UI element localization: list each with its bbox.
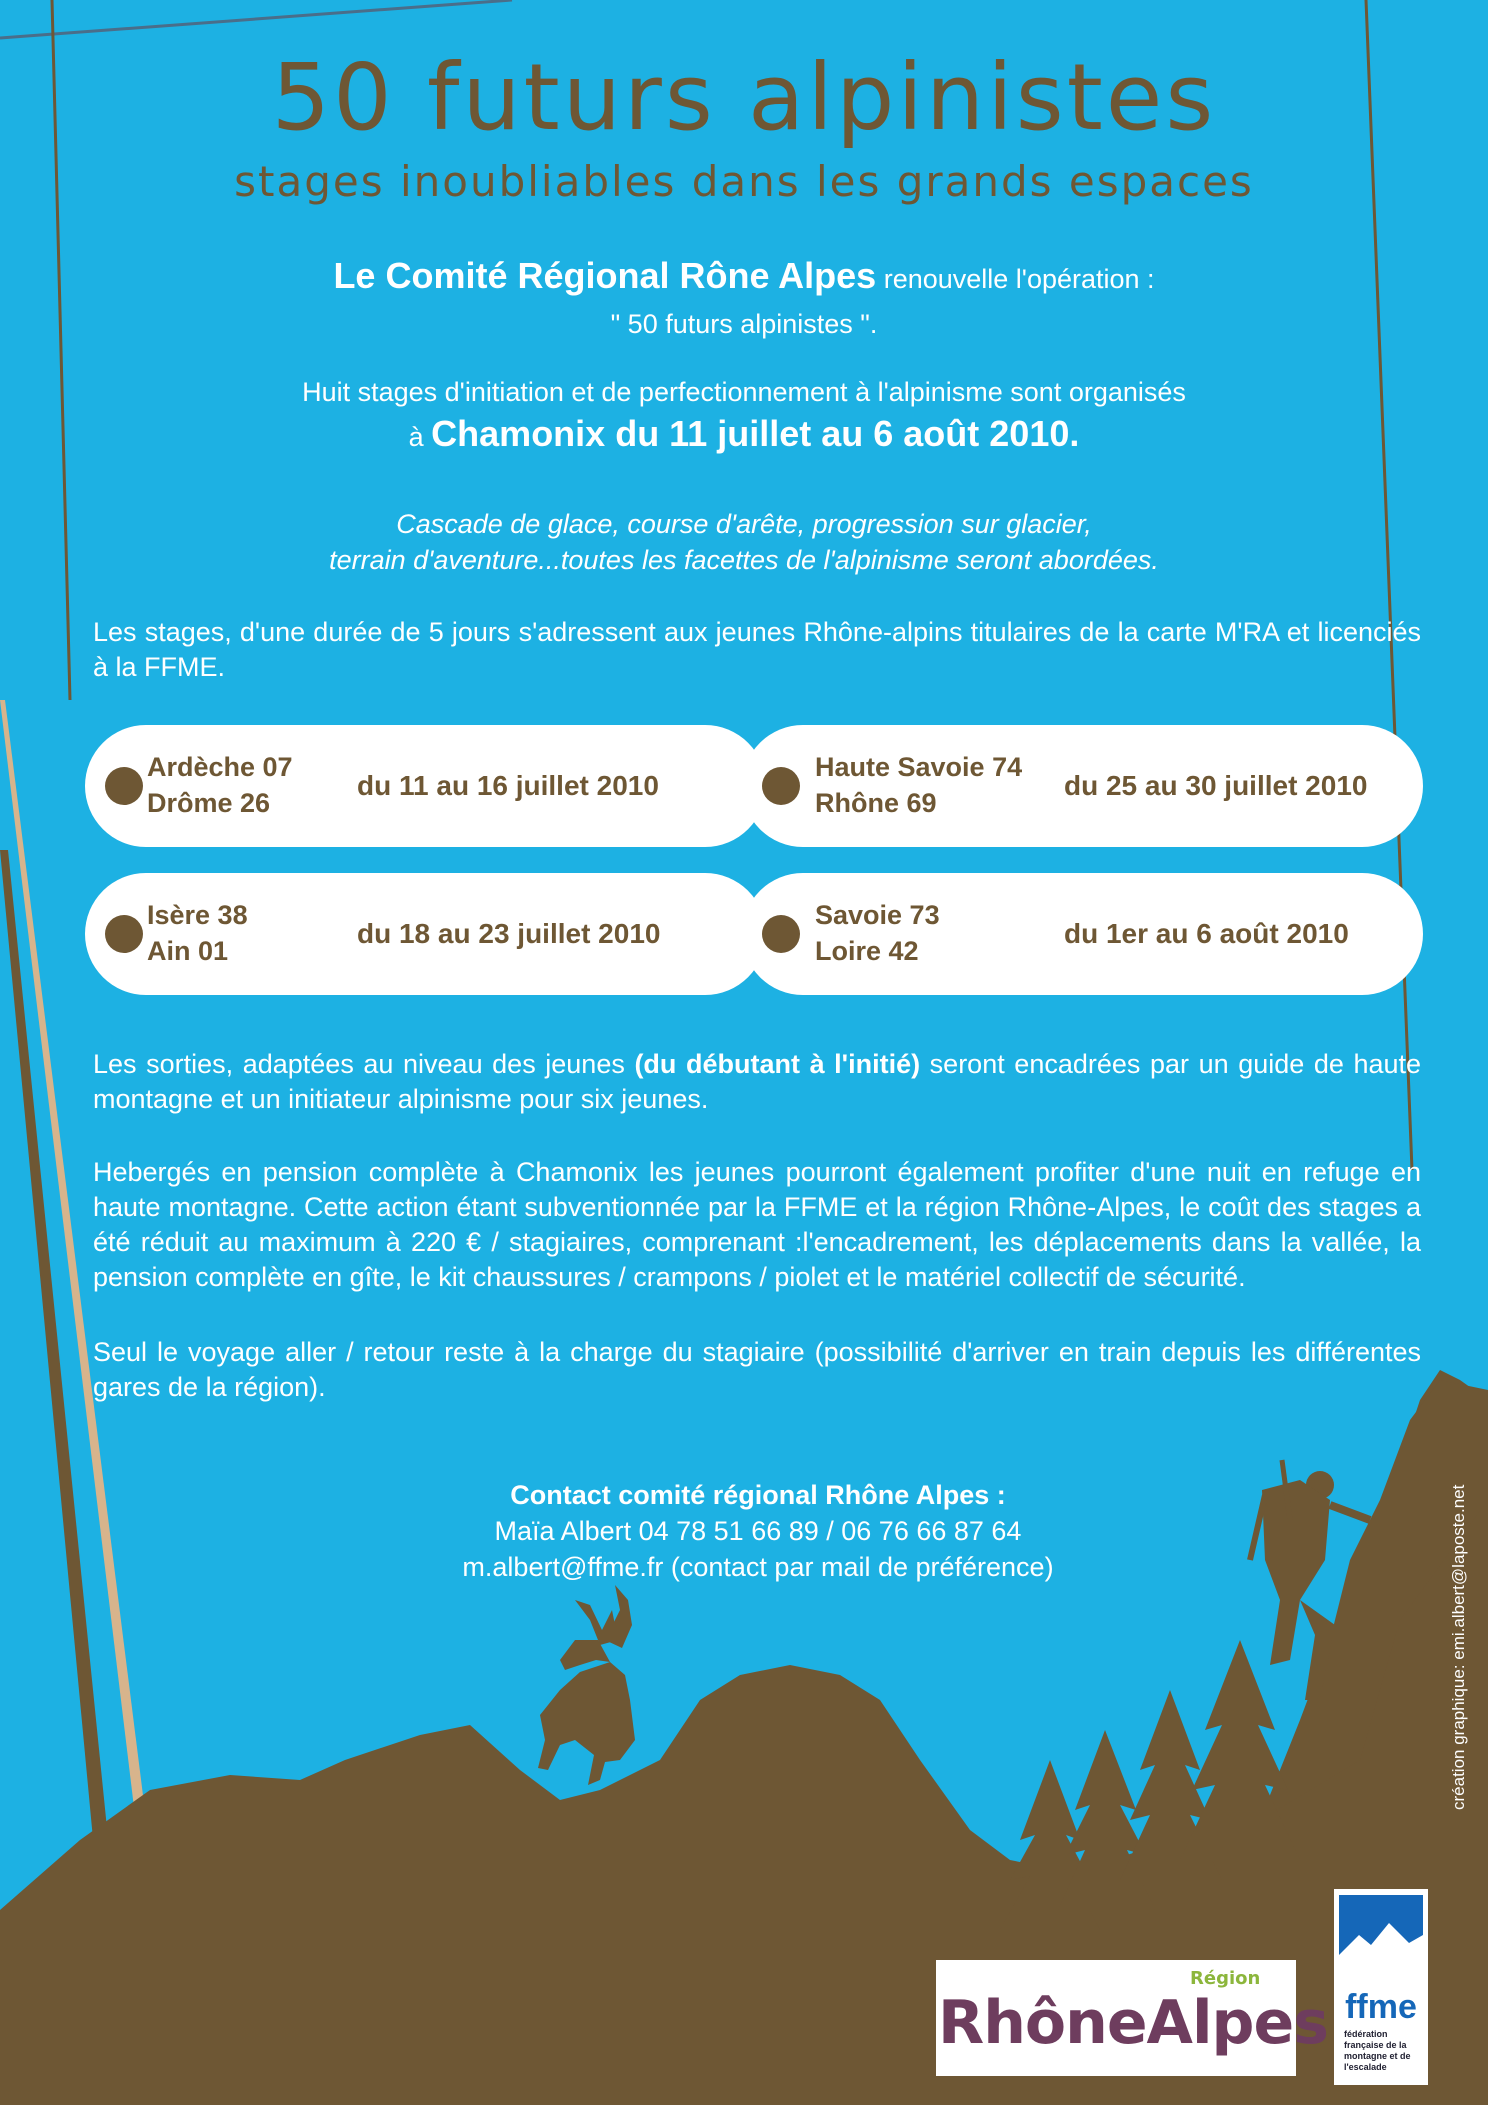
stages-line: Huit stages d'initiation et de perfectionnement à l'alpinisme sont organisés [302, 377, 1186, 407]
place-dates: Chamonix du 11 juillet au 6 août 2010. [431, 413, 1080, 454]
session-region-1: Ardèche 07 [147, 752, 293, 782]
organizer-tail: renouvelle l'opération : [883, 264, 1155, 294]
session-dates: du 1er au 6 août 2010 [1064, 918, 1349, 949]
session-regions [147, 897, 248, 969]
intro-block [0, 255, 1488, 297]
bullet-dot [105, 767, 143, 805]
session-dates: du 11 au 16 juillet 2010 [357, 770, 659, 801]
session-dates: du 25 au 30 juillet 2010 [1064, 770, 1368, 801]
rhone-alpes-wordmark: RhôneAlpes [938, 1988, 1328, 2058]
lodging-paragraph: Hebergés en pension complète à Chamonix les jeunes pourront également profiter d'une nuit en refuge en haute montagne. Cette action étant subventionnée par la FFME et la région Rhône-Alpes, le coût des stages a été réduit au maximum à 220 € / stagiaires, comprenant :l'encadrement, les déplacements dans la vallée, la pension complète en gîte, le kit chaussures / crampons / piolet et le matériel collectif de sécurité. [93, 1157, 1421, 1292]
design-credit-text: création graphique: emi.albert@laposte.net [1449, 1484, 1468, 1810]
ffme-wordmark: ffme [1345, 1988, 1417, 2026]
place-dates-line [0, 413, 1488, 455]
travel-paragraph: Seul le voyage aller / retour reste à la charge du stagiaire (possibilité d'arriver en train depuis les différentes gares de la région). [93, 1337, 1421, 1402]
frame-line-top [0, 0, 512, 38]
contact-phone: Maïa Albert 04 78 51 66 89 / 06 76 66 87 64 [494, 1516, 1022, 1546]
session-regions [815, 749, 1022, 821]
ibex-figure [538, 1585, 635, 1785]
session-dates: du 18 au 23 juillet 2010 [357, 918, 661, 949]
session-region-2: Ain 01 [147, 936, 229, 966]
session-regions [815, 897, 940, 969]
bullet-dot [105, 915, 143, 953]
session-region-2: Loire 42 [815, 936, 919, 966]
bullet-dot [762, 915, 800, 953]
operation-name: " 50 futurs alpinistes ". [610, 309, 878, 339]
ffme-tagline: fédération française de la montagne et de l'escalade [1344, 2029, 1411, 2072]
session-card [85, 873, 766, 995]
poster-subtitle: stages inoubliables dans les grands espaces [234, 157, 1254, 206]
place-prefix: à [408, 422, 424, 452]
bullet-dot [762, 767, 800, 805]
activities-line-2: terrain d'aventure...toutes les facettes de l'alpinisme seront abordées. [329, 545, 1159, 575]
session-region-1: Haute Savoie 74 [815, 752, 1023, 782]
session-region-1: Savoie 73 [815, 900, 940, 930]
session-regions [147, 749, 293, 821]
poster-title: 50 futurs alpinistes [271, 44, 1217, 151]
supervision-paragraph [93, 1047, 1421, 1117]
contact-heading: Contact comité régional Rhône Alpes : [510, 1480, 1006, 1510]
session-region-2: Drôme 26 [147, 788, 271, 818]
eligibility-paragraph: Les stages, d'une durée de 5 jours s'adressent aux jeunes Rhône-alpins titulaires de la carte M'RA et licenciés à la FFME. [93, 617, 1421, 682]
session-region-2: Rhône 69 [815, 788, 937, 818]
session-region-1: Isère 38 [147, 900, 248, 930]
organizer-name: Le Comité Régional Rône Alpes [333, 255, 877, 296]
activities-line-1: Cascade de glace, course d'arête, progression sur glacier, [396, 509, 1092, 539]
contact-block [0, 1477, 1488, 1585]
supervision-after: seront encadrées par un guide de haute montagne et un initiateur alpinisme pour six jeunes. [93, 1049, 1422, 1114]
contact-email: m.albert@ffme.fr (contact par mail de préférence) [462, 1552, 1054, 1582]
ffme-logo [1334, 1889, 1428, 2085]
session-card [742, 725, 1423, 847]
supervision-bold: (du débutant à l'initié) [634, 1049, 921, 1079]
session-card [742, 873, 1423, 995]
supervision-before: Les sorties, adaptées au niveau des jeunes [93, 1049, 635, 1079]
rhone-alpes-region-word: Région [1190, 1968, 1261, 1989]
ffme-mountain-icon [1339, 1895, 1423, 1995]
rhone-alpes-logo [936, 1960, 1328, 2076]
session-card [85, 725, 766, 847]
